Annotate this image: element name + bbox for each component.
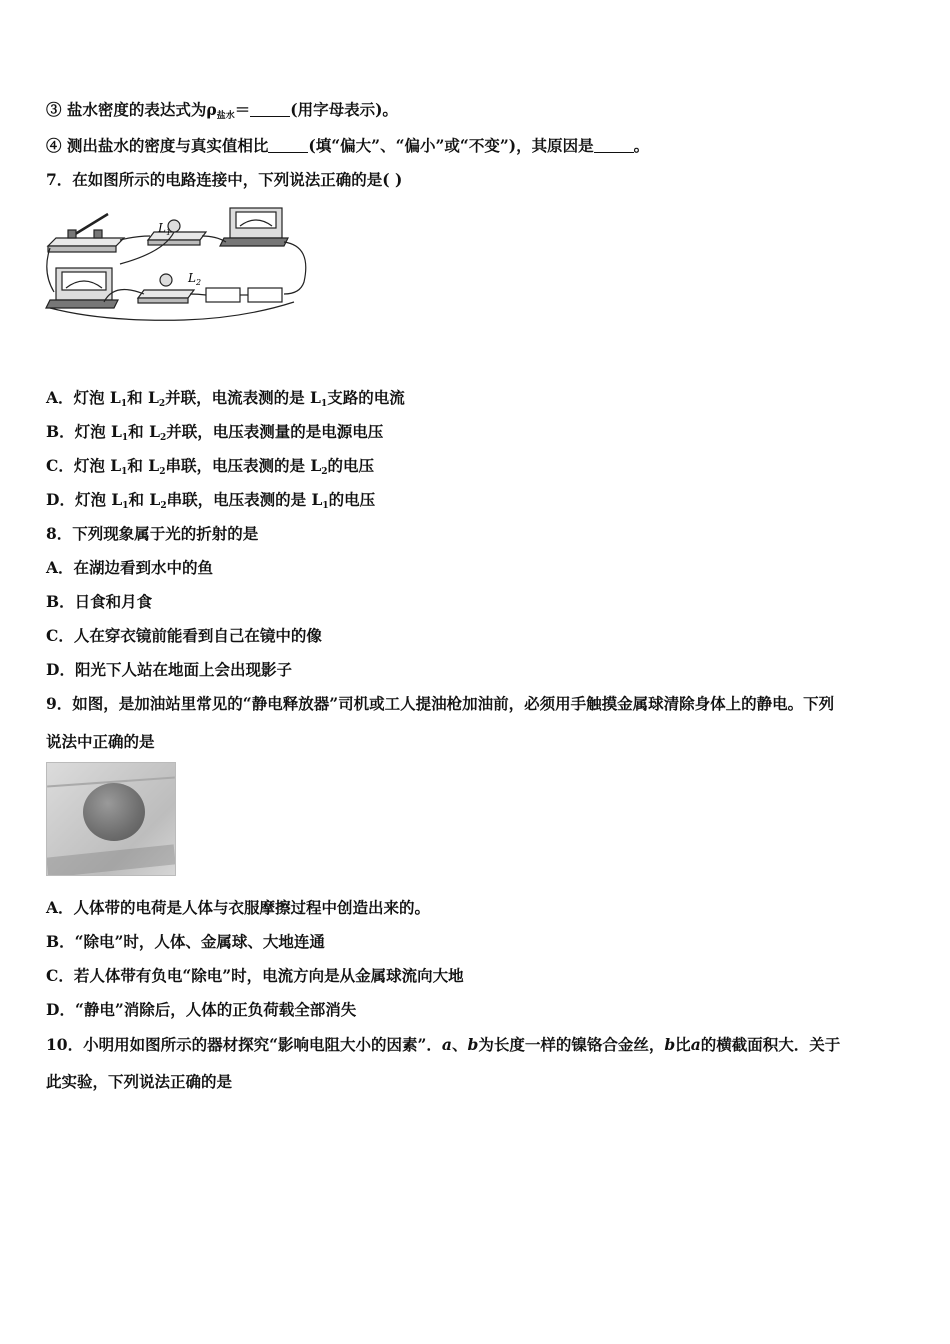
- q8-option-c[interactable]: C．人在穿衣镜前能看到自己在镜中的像: [46, 626, 322, 645]
- q7-option-c[interactable]: C．灯泡 $L_1$和 $L_2$串联，电压表测的是 $L_2$的电压: [46, 456, 375, 477]
- q9-option-b[interactable]: B．“除电”时，人体、金属球、大地连通: [46, 932, 325, 951]
- metal-ball-image: [83, 783, 145, 841]
- q9-option-a[interactable]: A．人体带的电荷是人体与衣服摩擦过程中创造出来的。: [46, 898, 431, 917]
- q6-line-3: ③ 盐水密度的表达式为$\rho_{盐水}=$ (用字母表示)。: [46, 100, 398, 121]
- q7-option-d[interactable]: D．灯泡 $L_1$和 $L_2$串联，电压表测的是 $L_1$的电压: [46, 490, 376, 511]
- q8-option-a[interactable]: A．在湖边看到水中的鱼: [46, 558, 214, 577]
- q8-stem: 8．下列现象属于光的折射的是: [46, 524, 259, 543]
- q6-line-4: ④ 测出盐水的密度与真实值相比 (填“偏大”、“偏小”或“不变”)，其原因是 。: [46, 136, 650, 155]
- circuit-figure: [44, 202, 314, 324]
- q7-option-a[interactable]: A．灯泡 $L_1$和 $L_2$并联，电流表测的是 $L_1$支路的电流: [46, 388, 405, 409]
- q9-stem-cont: 说法中正确的是: [46, 732, 155, 751]
- answer-blank[interactable]: [268, 138, 308, 153]
- q9-stem: 9．如图，是加油站里常见的“静电释放器”司机或工人提油枪加油前，必须用手触摸金属球清除身体上的静电。下列: [46, 694, 835, 713]
- q9-option-c[interactable]: C．若人体带有负电“除电”时，电流方向是从金属球流向大地: [46, 966, 464, 985]
- q8-option-d[interactable]: D．阳光下人站在地面上会出现影子: [46, 660, 292, 679]
- q8-option-b[interactable]: B．日食和月食: [46, 592, 153, 611]
- answer-blank[interactable]: [250, 102, 290, 117]
- q10-stem: 10．小明用如图所示的器材探究“影响电阻大小的因素”．a、b为长度一样的镍铬合金丝，b比a的横截面积大．关于: [46, 1035, 841, 1054]
- q7-option-b[interactable]: B．灯泡 $L_1$和 $L_2$并联，电压表测量的是电源电压: [46, 422, 384, 443]
- q9-option-d[interactable]: D．“静电”消除后，人体的正负荷载全部消失: [46, 1000, 357, 1019]
- label-l1: $L_1$: [158, 221, 172, 237]
- q7-stem: 7．在如图所示的电路连接中，下列说法正确的是( ): [46, 170, 403, 189]
- answer-blank[interactable]: [594, 138, 634, 153]
- label-l2: $L_2$: [188, 271, 202, 287]
- static-release-photo: [46, 762, 176, 876]
- q10-stem-cont: 此实验，下列说法正确的是: [46, 1072, 233, 1091]
